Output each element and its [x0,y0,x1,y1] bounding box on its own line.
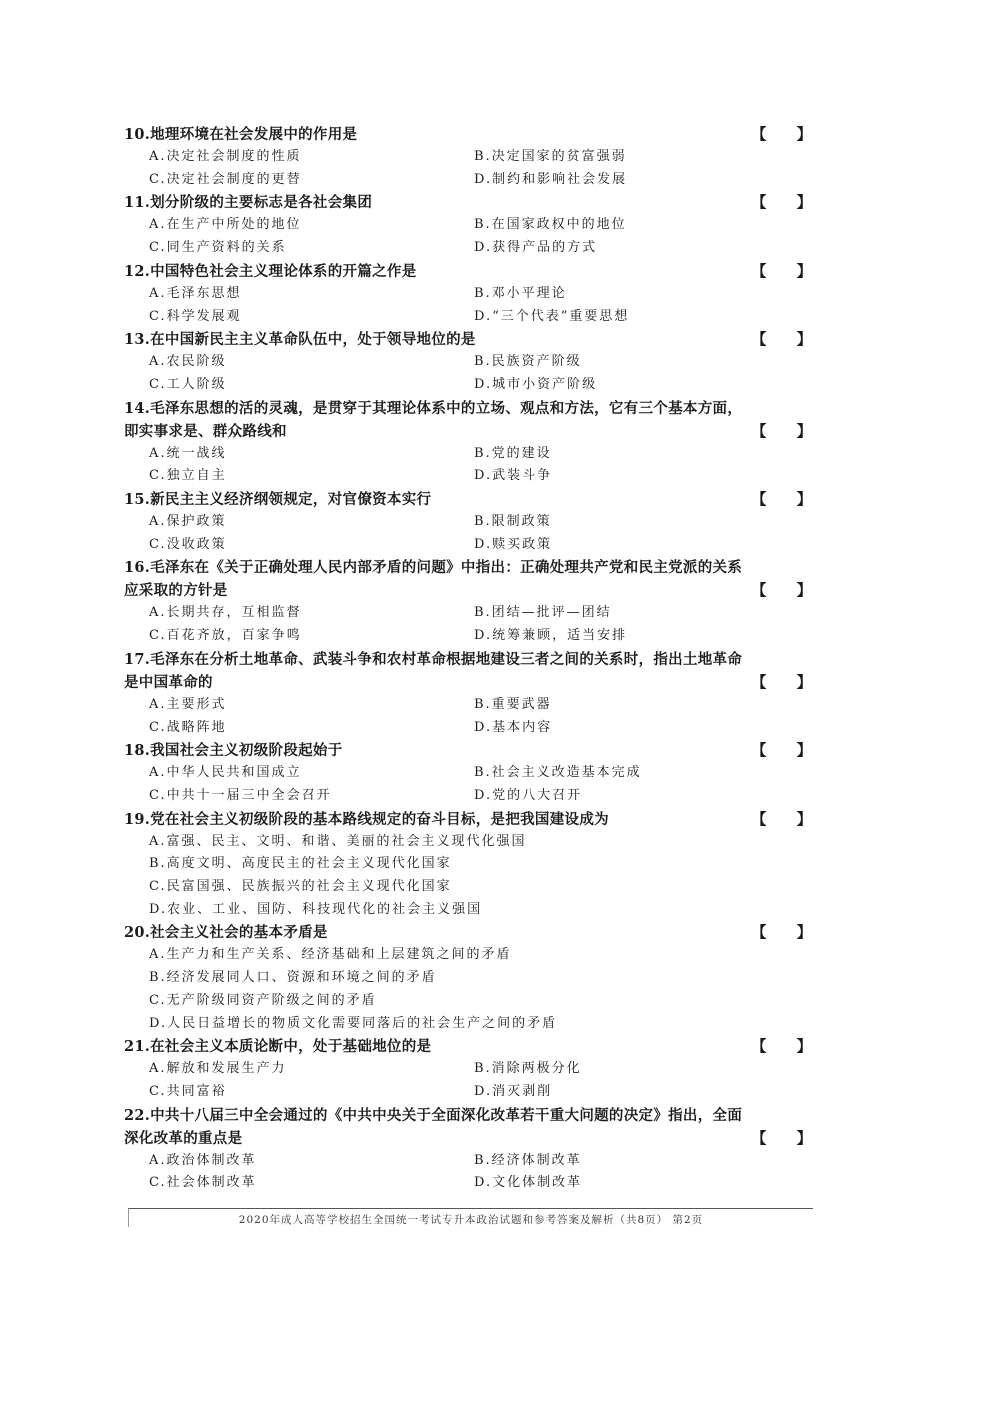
answer-bracket [751,420,812,443]
answer-bracket-left: 【 [751,421,767,440]
answer-option: B.在国家政权中的地位 [474,217,627,233]
answer-bracket-right: 】 [796,581,812,600]
question-stem [124,921,812,944]
question-item [124,648,812,739]
question-stem [124,739,812,762]
answer-bracket [751,1127,812,1150]
option-list [124,762,812,807]
question-stem-text: 22.中共十八届三中全会通过的《中共中央关于全面深化改革若干重大问题的决定》指出，全面深化改革的重点是 [124,1106,743,1147]
question-stem-text: 20.社会主义社会的基本矛盾是 [124,924,328,942]
answer-bracket-right: 】 [796,1128,812,1147]
answer-option: D.赎买政策 [474,536,553,552]
answer-option: D.文化体制改革 [474,1175,583,1191]
question-stem-text: 18.我国社会主义初级阶段起始于 [124,742,343,760]
answer-option: B.高度文明、高度民主的社会主义现代化国家 [149,856,452,872]
question-stem [124,397,812,443]
answer-bracket-left: 【 [751,1128,767,1147]
answer-option: A.生产力和生产关系、经济基础和上层建筑之间的矛盾 [149,947,512,963]
question-stem [124,1104,812,1150]
answer-option: C.独立自主 [149,468,227,484]
answer-option: A.中华人民共和国成立 [149,765,302,781]
answer-bracket-left: 【 [751,1037,767,1056]
option-list [124,1058,812,1103]
answer-bracket-left: 【 [751,261,767,280]
question-stem [124,1035,812,1058]
answer-option: B.经济体制改革 [474,1152,582,1168]
answer-option: B.民族资产阶级 [474,354,582,370]
question-stem-text: 15.新民主主义经济纲领规定，对官僚资本实行 [124,491,432,509]
answer-bracket-left: 【 [751,330,767,349]
answer-option: A.统一战线 [149,445,227,461]
answer-option: C.共同富裕 [149,1083,227,1099]
answer-bracket-right: 】 [796,421,812,440]
answer-option: B.限制政策 [474,514,552,530]
answer-option: D.制约和影响社会发展 [474,171,628,187]
answer-bracket [751,488,812,511]
question-stem [124,328,812,351]
answer-bracket-right: 】 [796,923,812,942]
option-list [124,283,812,328]
question-stem [124,191,812,214]
answer-bracket [751,1035,812,1058]
option-list [124,214,812,259]
answer-option: C.科学发展观 [149,308,242,324]
answer-option: A.主要形式 [149,696,227,712]
answer-bracket [751,328,812,351]
answer-bracket-left: 【 [751,581,767,600]
question-stem [124,488,812,511]
answer-bracket-right: 】 [796,261,812,280]
question-item [124,260,812,328]
answer-option: C.没收政策 [149,536,227,552]
answer-option: A.解放和发展生产力 [149,1061,287,1077]
answer-bracket-right: 】 [796,193,812,212]
answer-bracket [751,260,812,283]
answer-option: A.在生产中所处的地位 [149,217,302,233]
question-item [124,1104,812,1195]
question-list [124,123,812,1195]
answer-option: A.长期共存，互相监督 [149,605,302,621]
answer-option: D.人民日益增长的物质文化需要同落后的社会生产之间的矛盾 [149,1015,558,1031]
answer-option: D.基本内容 [474,719,553,735]
question-item [124,808,812,922]
question-stem [124,556,812,602]
answer-option: D.党的八大召开 [474,787,583,803]
option-list [124,443,812,488]
answer-bracket-right: 】 [796,330,812,349]
answer-option: A.政治体制改革 [149,1152,257,1168]
answer-option: C.社会体制改革 [149,1175,257,1191]
question-stem [124,648,812,694]
answer-bracket [751,123,812,146]
answer-bracket-right: 】 [796,125,812,143]
question-item [124,556,812,647]
answer-option: D.城市小资产阶级 [474,376,598,392]
answer-option: C.无产阶级同资产阶级之间的矛盾 [149,992,377,1008]
option-list [124,146,812,191]
answer-option: D.获得产品的方式 [474,240,598,256]
question-item [124,397,812,488]
answer-option: D.农业、工业、国防、科技现代化的社会主义强国 [149,901,483,917]
answer-bracket-right: 】 [796,741,812,760]
answer-bracket-left: 【 [751,490,767,509]
question-item [124,191,812,259]
answer-option: A.农民阶级 [149,354,227,370]
answer-option: C.中共十一届三中全会召开 [149,787,332,803]
question-item [124,1035,812,1103]
answer-option: D.武装斗争 [474,468,553,484]
question-stem [124,808,812,831]
question-stem-text: 11.划分阶级的主要标志是各社会集团 [124,194,373,212]
answer-bracket-left: 【 [751,741,767,760]
answer-bracket [751,739,812,762]
question-stem-text: 17.毛泽东在分析土地革命、武装斗争和农村革命根据地建设三者之间的关系时，指出土地革命是中国革命的 [124,650,743,691]
question-item [124,328,812,396]
answer-option: B.决定国家的贫富强弱 [474,149,627,164]
question-item [124,488,812,556]
answer-bracket [751,671,812,694]
answer-bracket-right: 】 [796,490,812,509]
question-item [124,123,812,191]
answer-option: B.重要武器 [474,696,552,712]
answer-option: C.战略阵地 [149,719,227,735]
answer-option: B.社会主义改造基本完成 [474,765,642,781]
answer-option: C.民富国强、民族振兴的社会主义现代化国家 [149,879,452,895]
answer-option: D.统筹兼顾，适当安排 [474,628,628,644]
option-list [124,944,812,1035]
answer-bracket-left: 【 [751,125,767,143]
answer-bracket-right: 】 [796,1037,812,1056]
page-footer [128,1208,813,1227]
answer-option: C.百花齐放，百家争鸣 [149,628,302,644]
answer-bracket-left: 【 [751,809,767,828]
answer-option: B.邓小平理论 [474,285,567,301]
answer-option: B.党的建设 [474,445,552,461]
answer-option: B.经济发展同人口、资源和环境之间的矛盾 [149,970,437,986]
answer-bracket [751,579,812,602]
question-item [124,921,812,1035]
answer-bracket-right: 】 [796,672,812,691]
answer-option: C.工人阶级 [149,376,227,392]
answer-bracket-right: 】 [796,809,812,828]
option-list [124,602,812,647]
answer-option: C.决定社会制度的更替 [149,171,302,187]
option-list [124,1150,812,1195]
answer-option: A.决定社会制度的性质 [149,149,302,164]
answer-option: B.团结—批评—团结 [474,605,612,621]
option-list [124,511,812,556]
option-list [124,351,812,396]
answer-bracket [751,808,812,831]
footer-text: 2020年成人高等学校招生全国统一考试专升本政治试题和参考答案及解析（共8页） 第2页 [238,1214,704,1226]
answer-bracket [751,921,812,944]
answer-option: A.保护政策 [149,514,227,530]
answer-option: D.“三个代表”重要思想 [474,308,630,324]
question-stem-text: 13.在中国新民主主义革命队伍中，处于领导地位的是 [124,331,476,349]
answer-option: C.同生产资料的关系 [149,240,287,256]
question-stem-text: 19.党在社会主义初级阶段的基本路线规定的奋斗目标，是把我国建设成为 [124,810,609,828]
question-stem-text: 10.地理环境在社会发展中的作用是 [124,126,358,143]
answer-bracket-left: 【 [751,923,767,942]
answer-bracket-left: 【 [751,672,767,691]
answer-option: A.毛泽东思想 [149,285,242,301]
question-stem-text: 12.中国特色社会主义理论体系的开篇之作是 [124,262,417,280]
question-stem-text: 21.在社会主义本质论断中，处于基础地位的是 [124,1038,432,1056]
answer-option: D.消灭剥削 [474,1083,553,1099]
question-stem-text: 14.毛泽东思想的活的灵魂，是贯穿于其理论体系中的立场、观点和方法，它有三个基本方面，即实事求是、群众路线和 [124,399,743,440]
question-stem [124,260,812,283]
answer-option: A.富强、民主、文明、和谐、美丽的社会主义现代化强国 [149,833,527,849]
answer-bracket-left: 【 [751,193,767,212]
question-stem-text: 16.毛泽东在《关于正确处理人民内部矛盾的问题》中指出：正确处理共产党和民主党派的关系应采取的方针是 [124,559,743,600]
question-item [124,739,812,807]
option-list [124,831,812,922]
answer-option: B.消除两极分化 [474,1061,582,1077]
answer-bracket [751,191,812,214]
question-stem [124,123,812,146]
option-list [124,694,812,739]
